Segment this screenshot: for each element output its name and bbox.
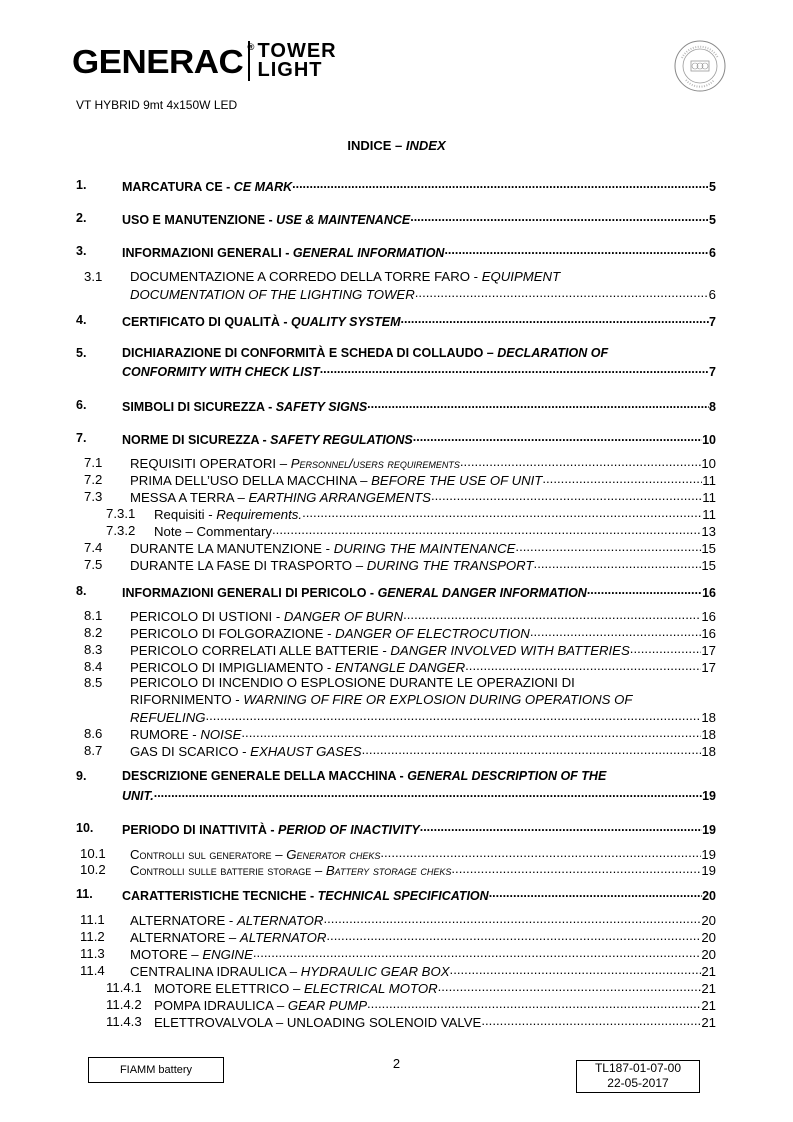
toc-entry-8-3[interactable]: 8.3 PERICOLO CORRELATI ALLE BATTERIE - DANGER INVOLVED WITH BATTERIES ..... 17 [130, 642, 716, 658]
toc-entry-7-1[interactable]: 7.1 REQUISITI OPERATORI – Personnel/users requirements ..... 10 [130, 455, 716, 471]
model-designation: VT HYBRID 9mt 4x150W LED [76, 98, 238, 112]
footer-battery-box: FIAMM battery [88, 1057, 224, 1083]
quality-certification-seal [674, 40, 726, 92]
toc-entry-7-3[interactable]: 7.3 MESSA A TERRA – EARTHING ARRANGEMENTS ..... 11 [130, 489, 716, 505]
toc-entry-10[interactable]: 10. PERIODO DI INATTIVITÀ - PERIOD OF INACTIVITY ..... 19 [122, 821, 716, 837]
toc-entry-8-5-line2: RIFORNIMENTO - WARNING OF FIRE OR EXPLOSION DURING OPERATIONS OF [130, 692, 633, 707]
toc-entry-10-1[interactable]: 10.1 Controlli sul generatore – Generator cheks ..... 19 [130, 846, 716, 862]
toc-entry-1[interactable]: 1. MARCATURA CE - CE MARK ..... 5 [122, 178, 716, 194]
toc-entry-3-1-line1: 3.1 DOCUMENTAZIONE A CORREDO DELLA TORRE FARO - EQUIPMENT [84, 269, 561, 284]
generac-tower-light-logo [72, 36, 337, 86]
footer-document-code-box [576, 1060, 700, 1093]
toc-entry-8-7[interactable]: 8.7 GAS DI SCARICO - EXHAUST GASES ..... 18 [130, 743, 716, 759]
toc-entry-8-2[interactable]: 8.2 PERICOLO DI FOLGORAZIONE - DANGER OF ELECTROCUTION ..... 16 [130, 625, 716, 641]
toc-entry-9-line1: 9. DESCRIZIONE GENERALE DELLA MACCHINA - GENERAL DESCRIPTION OF THE [76, 769, 607, 783]
toc-entry-8-6[interactable]: 8.6 RUMORE - NOISE ..... 18 [130, 726, 716, 742]
toc-entry-11-2[interactable]: 11.2 ALTERNATORE – ALTERNATOR ..... 20 [130, 929, 716, 945]
toc-entry-11-4-2[interactable]: 11.4.2 POMPA IDRAULICA – GEAR PUMP ..... 21 [154, 997, 716, 1013]
toc-entry-11-4-1[interactable]: 11.4.1 MOTORE ELETTRICO – ELECTRICAL MOTOR ..... 21 [154, 980, 716, 996]
toc-entry-11-4-3[interactable]: 11.4.3 ELETTROVALVOLA – UNLOADING SOLENOID VALVE ..... 21 [154, 1014, 716, 1030]
toc-entry-2[interactable]: 2. USO E MANUTENZIONE - USE & MAINTENANCE ..... 5 [122, 211, 716, 227]
toc-entry-5-line1: 5. DICHIARAZIONE DI CONFORMITÀ E SCHEDA DI COLLAUDO – DECLARATION OF [76, 346, 609, 360]
toc-entry-5[interactable]: CONFORMITY WITH CHECK LIST ..... 7 [122, 363, 716, 379]
toc-entry-9[interactable]: UNIT. ..... 19 [122, 787, 716, 803]
toc-entry-7-3-1[interactable]: 7.3.1 Requisiti - Requirements. ..... 11 [154, 506, 716, 522]
toc-entry-10-2[interactable]: 10.2 Controlli sulle batterie storage – Battery storage cheks ..... 19 [130, 862, 716, 878]
toc-entry-7-2[interactable]: 7.2 PRIMA DELL’USO DELLA MACCHINA – BEFORE THE USE OF UNIT ..... 11 [130, 472, 716, 488]
toc-entry-7[interactable]: 7. NORME DI SICUREZZA - SAFETY REGULATIONS ..... 10 [122, 431, 716, 447]
toc-entry-11-4[interactable]: 11.4 CENTRALINA IDRAULICA – HYDRAULIC GEAR BOX ..... 21 [130, 963, 716, 979]
toc-entry-3[interactable]: 3. INFORMAZIONI GENERALI - GENERAL INFORMATION ..... 6 [122, 244, 716, 260]
toc-entry-11[interactable]: 11. CARATTERISTICHE TECNICHE - TECHNICAL SPECIFICATION ..... 20 [122, 887, 716, 903]
toc-entry-6[interactable]: 6. SIMBOLI DI SICUREZZA - SAFETY SIGNS ..... 8 [122, 398, 716, 414]
toc-entry-8-1[interactable]: 8.1 PERICOLO DI USTIONI - DANGER OF BURN ..... 16 [130, 608, 716, 624]
document-code: TL187-01-07-00 [594, 1061, 682, 1075]
toc-entry-7-4[interactable]: 7.4 DURANTE LA MANUTENZIONE - DURING THE MAINTENANCE ..... 15 [130, 540, 716, 556]
toc-entry-8-4[interactable]: 8.4 PERICOLO DI IMPIGLIAMENTO - ENTANGLE DANGER ..... 17 [130, 659, 716, 675]
toc-entry-8-5[interactable]: REFUELING ..... 18 [130, 709, 716, 725]
toc-entry-8-5-line1: 8.5 PERICOLO DI INCENDIO O ESPLOSIONE DURANTE LE OPERAZIONI DI [84, 675, 575, 690]
product-line: TOWER LIGHT [257, 40, 337, 81]
toc-entry-7-5[interactable]: 7.5 DURANTE LA FASE DI TRASPORTO – DURING THE TRANSPORT ..... 15 [130, 557, 716, 573]
toc-entry-7-3-2[interactable]: 7.3.2 Note – Commentary ..... 13 [154, 523, 716, 539]
document-date: 22-05-2017 [607, 1076, 669, 1090]
toc-entry-8[interactable]: 8. INFORMAZIONI GENERALI DI PERICOLO - GENERAL DANGER INFORMATION ..... 16 [122, 584, 716, 600]
index-title: INDICE – INDEX [347, 138, 446, 153]
toc-entry-11-1[interactable]: 11.1 ALTERNATORE - ALTERNATOR ..... 20 [130, 912, 716, 928]
brand-name: GENERAC ® [72, 41, 254, 80]
toc-entry-3-1[interactable]: DOCUMENTATION OF THE LIGHTING TOWER ..... 6 [130, 286, 716, 302]
page-number: 2 [392, 1056, 401, 1071]
toc-entry-4[interactable]: 4. CERTIFICATO DI QUALITÀ - QUALITY SYSTEM ..... 7 [122, 313, 716, 329]
toc-entry-11-3[interactable]: 11.3 MOTORE – ENGINE ..... 20 [130, 946, 716, 962]
